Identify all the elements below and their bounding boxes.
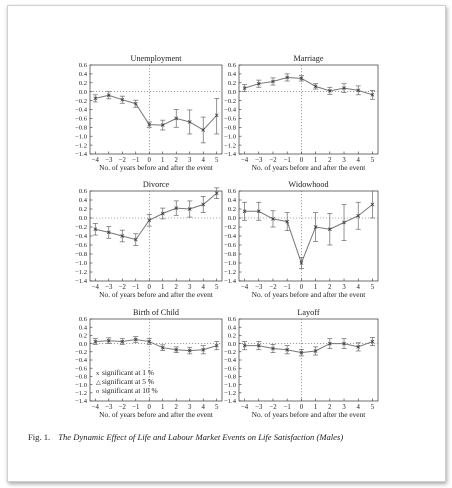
x-axis-label: No. of years before and after the event [99,410,213,419]
x-tick-label: 3 [188,404,192,411]
x-tick-label: 3 [342,284,346,291]
y-tick-label: −0.4 [75,233,87,241]
y-tick-label: −1.4 [224,278,236,286]
y-tick-label: −0.8 [224,251,236,259]
y-tick-label: −0.2 [224,224,236,232]
y-tick-label: −0.4 [75,357,87,365]
x-axis-label: No. of years before and after the event [251,163,366,172]
x-tick-label: 5 [215,284,219,291]
series-line [245,77,373,94]
y-tick-label: −0.4 [224,357,236,365]
y-tick-label: 0.4 [227,324,236,332]
x-tick-label: 5 [370,404,375,411]
chart-title: Unemployment [130,54,182,63]
plot-frame [239,191,378,281]
x-tick-label: 4 [201,284,205,291]
x-axis-label: No. of years before and after the event [251,410,366,419]
x-tick-label: −3 [105,404,113,411]
y-tick-label: −0.8 [75,251,87,259]
y-tick-label: −0.8 [75,373,87,381]
y-tick-label: −0.2 [75,349,87,356]
x-tick-label: 4 [356,157,360,164]
x-tick-label: −2 [269,404,277,411]
x-tick-label: −2 [118,157,126,164]
x-tick-label: 0 [147,157,151,164]
y-tick-label: −1.4 [75,278,87,286]
y-tick-label: −0.4 [224,233,236,241]
y-tick-label: −0.8 [224,124,236,132]
x-tick-label: 1 [313,404,318,411]
series-line [95,193,216,239]
x-tick-label: 0 [147,284,151,291]
x-tick-label: −2 [269,284,277,291]
x-tick-label: 2 [174,284,178,291]
x-tick-label: −3 [255,157,263,164]
x-tick-label: −1 [283,157,291,164]
x-tick-label: 5 [215,157,219,164]
legend-label: significant at 1 % [102,368,154,377]
series-line [95,340,216,351]
legend-marker: x [96,370,100,377]
y-tick-label: −1.2 [75,269,87,277]
y-tick-label: −0.6 [75,242,87,250]
chart-panel [75,54,222,172]
y-tick-label: −0.4 [224,106,236,114]
chart-panel [224,308,378,419]
x-axis-label: No. of years before and after the event [99,290,213,299]
chart-panel [75,308,222,419]
y-tick-label: −0.2 [75,97,87,105]
x-tick-label: 1 [313,284,318,291]
x-tick-label: 2 [328,404,332,411]
caption-text: The Dynamic Effect of Life and Labour Market Events on Life Satisfaction (Males) [58,432,344,442]
series-line [245,342,373,353]
x-tick-label: 5 [215,404,219,411]
legend-label: significant at 5 % [102,377,154,386]
chart-panel [75,180,222,299]
chart-title: Layoff [297,308,320,317]
x-tick-label: −4 [91,404,99,411]
x-tick-label: −1 [283,404,291,411]
y-tick-label: 0.2 [227,80,236,87]
x-axis-label: No. of years before and after the event [99,163,213,172]
plot-frame [90,65,222,154]
x-tick-label: 4 [356,404,360,411]
y-tick-label: 0.4 [227,71,236,79]
x-tick-label: −4 [240,404,249,411]
x-tick-label: 3 [342,404,346,411]
series-line [245,205,373,264]
x-tick-label: 2 [328,157,332,164]
y-tick-label: −1.2 [75,142,87,150]
y-tick-label: 0.2 [227,332,236,340]
x-axis-label: No. of years before and after the event [251,290,366,299]
y-tick-label: −0.4 [75,106,87,114]
x-tick-label: 5 [370,284,375,291]
y-tick-label: −1.0 [224,260,236,268]
x-tick-label: −2 [118,284,126,291]
legend-marker: o [96,388,100,395]
x-tick-label: −4 [91,284,99,291]
y-tick-label: 0.0 [227,215,236,223]
paper-page [7,5,446,482]
y-tick-label: 0.6 [227,316,236,324]
y-tick-label: 0.6 [78,316,87,324]
y-tick-label: −1.2 [75,390,87,397]
y-tick-label: −1.2 [224,269,236,277]
x-tick-label: −4 [240,157,249,164]
x-tick-label: 3 [342,157,346,164]
y-tick-label: −1.0 [224,133,236,141]
x-tick-label: −1 [132,404,140,411]
chart-title: Divorce [142,180,170,189]
y-tick-label: 0.6 [227,188,236,196]
y-tick-label: −1.4 [224,151,236,159]
y-tick-label: −0.8 [224,373,236,381]
figure [8,6,445,481]
legend [96,368,158,395]
y-tick-label: 0.6 [78,62,87,70]
y-tick-label: 0.4 [78,197,87,205]
x-tick-label: −3 [255,284,263,291]
series-line [95,95,216,130]
y-tick-label: −0.6 [75,365,87,373]
y-tick-label: 0.4 [78,324,87,332]
figure-caption [28,432,428,442]
chart-panel [224,180,378,299]
legend-label: significant at 10 % [102,386,158,395]
y-tick-label: −1.4 [75,151,87,159]
y-tick-label: 0.0 [227,88,236,96]
y-tick-label: 0.6 [227,62,236,70]
y-tick-label: 0.0 [78,340,87,348]
x-tick-label: −2 [269,157,277,164]
y-tick-label: 0.4 [78,71,87,79]
y-tick-label: −1.4 [75,398,87,406]
y-tick-label: −0.6 [224,242,236,250]
x-tick-label: 3 [188,157,192,164]
y-tick-label: −1.2 [224,142,236,150]
y-tick-label: −0.2 [75,224,87,232]
y-tick-label: 0.4 [227,197,236,205]
x-tick-label: −4 [240,284,249,291]
x-tick-label: 2 [174,157,178,164]
y-tick-label: 0.0 [78,88,87,96]
x-tick-label: 2 [328,284,332,291]
x-tick-label: 1 [161,157,165,164]
x-tick-label: 0 [299,157,304,164]
x-tick-label: −3 [255,404,263,411]
x-tick-label: 4 [201,404,205,411]
y-tick-label: 0.2 [78,80,87,87]
y-tick-label: −1.0 [75,260,87,268]
chart-title: Marriage [293,54,324,63]
x-tick-label: 4 [356,284,360,291]
caption-label: Fig. 1. [28,432,51,442]
x-tick-label: −3 [105,157,113,164]
y-tick-label: −0.2 [224,349,236,356]
y-tick-label: −1.0 [75,133,87,141]
y-tick-label: 0.2 [227,206,236,214]
y-tick-label: −0.8 [75,124,87,132]
x-tick-label: 0 [299,404,304,411]
y-tick-label: 0.0 [78,215,87,223]
legend-marker: △ [96,379,101,386]
x-tick-label: −1 [132,157,140,164]
y-tick-label: 0.2 [78,206,87,214]
y-tick-label: −1.0 [75,381,87,389]
x-tick-label: 0 [299,284,304,291]
plot-frame [239,65,378,154]
x-tick-label: −3 [105,284,113,291]
y-tick-label: −0.2 [224,97,236,105]
x-tick-label: −2 [118,404,126,411]
y-tick-label: −0.6 [224,115,236,123]
x-tick-label: 1 [313,157,318,164]
y-tick-label: −0.6 [224,365,236,373]
x-tick-label: −4 [91,157,99,164]
chart-title: Widowhood [288,180,329,189]
y-tick-label: 0.6 [78,188,87,196]
x-tick-label: 5 [370,157,375,164]
x-tick-label: 3 [188,284,192,291]
y-tick-label: 0.2 [78,332,87,340]
y-tick-label: −1.0 [224,381,236,389]
chart-panel [224,54,378,172]
x-tick-label: 1 [161,284,165,291]
y-tick-label: −1.4 [224,398,236,406]
y-tick-label: −0.6 [75,115,87,123]
x-tick-label: 4 [201,157,205,164]
x-tick-label: 2 [174,404,178,411]
y-tick-label: 0.0 [227,340,236,348]
x-tick-label: −1 [132,284,140,291]
x-tick-label: 0 [147,404,151,411]
chart-title: Birth of Child [133,308,179,317]
x-tick-label: 1 [161,404,165,411]
x-tick-label: −1 [283,284,291,291]
y-tick-label: −1.2 [224,390,236,397]
plot-frame [239,319,378,401]
